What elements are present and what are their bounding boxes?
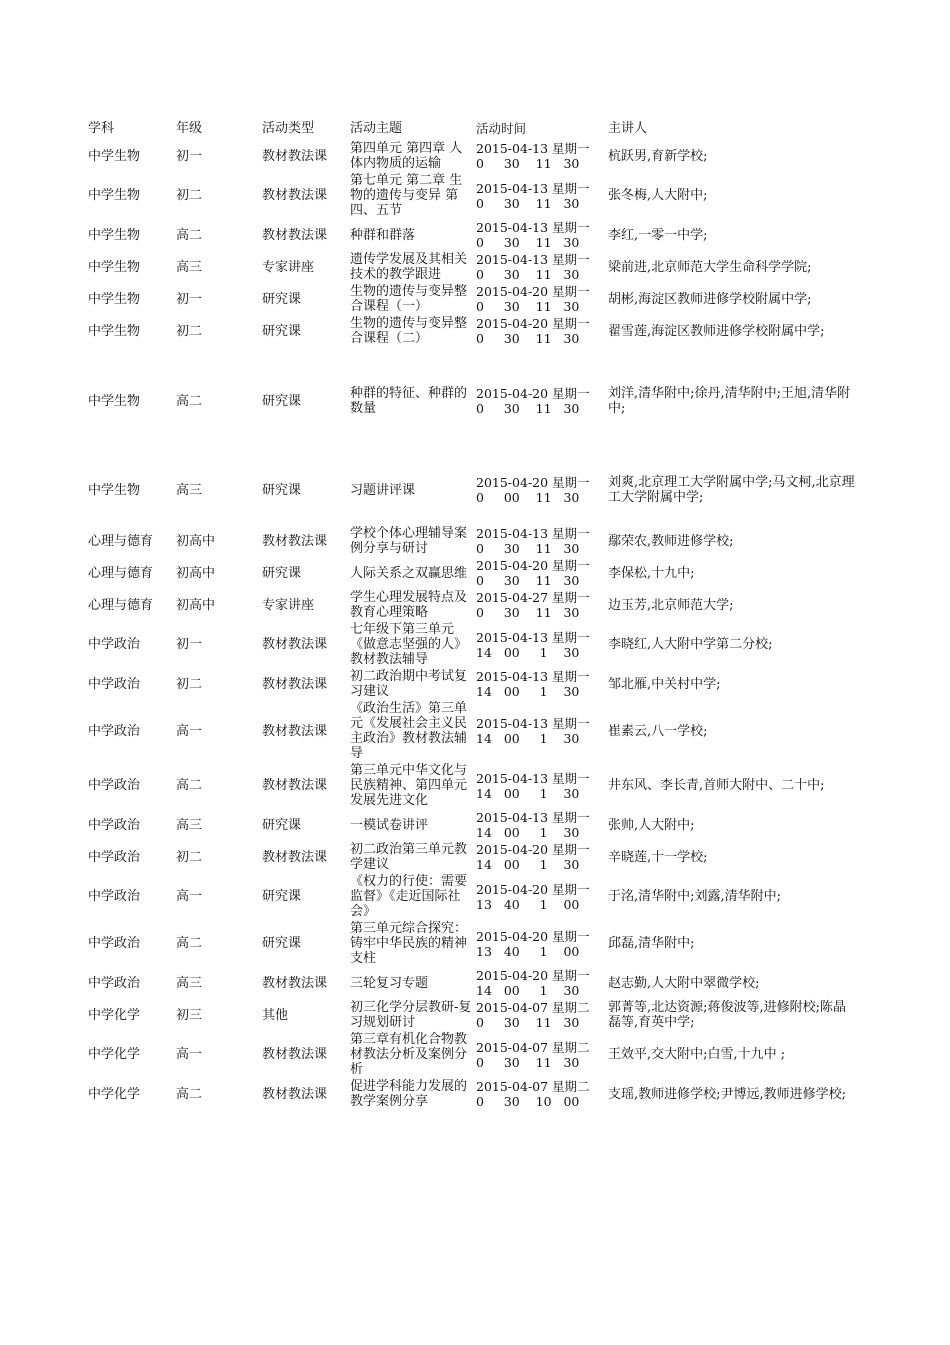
time-clock: 13 40 1 00 bbox=[476, 896, 580, 912]
table-row bbox=[88, 873, 858, 920]
cell-time bbox=[476, 841, 608, 873]
cell-speaker: 井东风、李长青,首师大附中、二十中; bbox=[608, 778, 825, 793]
time-date: 2015-04-13 星期一 bbox=[476, 220, 590, 235]
cell-type: 教材教法课 bbox=[262, 227, 328, 243]
cell-topic: 促进学科能力发展的教学案例分享 bbox=[350, 1079, 468, 1109]
cell-time bbox=[476, 557, 608, 589]
cell-time bbox=[476, 525, 608, 557]
table-row bbox=[88, 809, 858, 841]
cell-time bbox=[476, 1031, 608, 1078]
cell-time bbox=[476, 762, 608, 809]
cell-topic: 学生心理发展特点及教育心理策略 bbox=[350, 590, 468, 620]
cell-topic: 第三单元综合探究：铸牢中华民族的精神支柱 bbox=[350, 921, 468, 966]
cell-topic: 第七单元 第二章 生物的遗传与变异 第四、五节 bbox=[350, 173, 463, 218]
cell-topic: 《政治生活》第三单元《发展社会主义民主政治》教材教法辅导 bbox=[350, 701, 468, 761]
cell-grade: 高一 bbox=[176, 889, 203, 904]
cell-subject: 心理与德育 bbox=[88, 597, 154, 613]
cell-type: 教材教法课 bbox=[262, 676, 328, 692]
table-row bbox=[88, 762, 858, 809]
cell-type: 研究课 bbox=[262, 291, 302, 307]
table-row bbox=[88, 920, 858, 967]
time-date: 2015-04-20 星期一 bbox=[476, 284, 590, 299]
cell-topic: 生物的遗传与变异整合课程（二） bbox=[350, 316, 468, 346]
time-date: 2015-04-13 星期一 bbox=[476, 526, 590, 541]
cell-topic: 遗传学发展及其相关技术的教学跟进 bbox=[350, 252, 468, 282]
cell-subject: 中学化学 bbox=[88, 1047, 141, 1062]
time-date: 2015-04-20 星期一 bbox=[476, 968, 590, 983]
cell-type: 研究课 bbox=[262, 482, 302, 498]
cell-speaker: 刘爽,北京理工大学附属中学;马文柯,北京理工大学附属中学; bbox=[608, 475, 855, 505]
cell-speaker: 杭跃男,育新学校; bbox=[608, 148, 708, 164]
cell-grade: 初二 bbox=[176, 188, 203, 203]
time-clock: 0 30 11 30 bbox=[476, 605, 580, 620]
table-row bbox=[88, 967, 858, 999]
cell-topic: 第三单元中华文化与民族精神、第四单元发展先进文化 bbox=[350, 763, 468, 808]
cell-time bbox=[476, 172, 608, 219]
table-row bbox=[88, 621, 858, 668]
cell-grade: 初二 bbox=[176, 323, 203, 339]
activity-table bbox=[88, 120, 858, 1110]
cell-grade: 初高中 bbox=[176, 597, 216, 613]
cell-subject: 中学政治 bbox=[88, 817, 141, 833]
table-row bbox=[88, 455, 858, 525]
cell-subject: 中学政治 bbox=[88, 676, 141, 692]
cell-subject: 中学生物 bbox=[88, 291, 141, 307]
table-body bbox=[88, 140, 858, 1110]
cell-type: 研究课 bbox=[262, 936, 302, 951]
cell-topic: 人际关系之双赢思维 bbox=[350, 565, 468, 581]
cell-type: 教材教法课 bbox=[262, 849, 328, 865]
table-row bbox=[88, 140, 858, 172]
cell-subject: 中学政治 bbox=[88, 637, 141, 652]
cell-topic: 三轮复习专题 bbox=[350, 975, 429, 991]
time-clock: 0 30 11 30 bbox=[476, 1015, 580, 1030]
time-clock: 0 30 11 30 bbox=[476, 267, 580, 282]
cell-speaker: 刘洋,清华附中;徐丹,清华附中;王旭,清华附中; bbox=[608, 386, 851, 416]
cell-time bbox=[476, 621, 608, 668]
time-date: 2015-04-13 星期一 bbox=[476, 180, 590, 196]
cell-speaker: 支瑶,教师进修学校;尹博远,教师进修学校; bbox=[608, 1086, 847, 1102]
cell-time bbox=[476, 140, 608, 172]
cell-speaker: 李红,一零一中学; bbox=[608, 227, 708, 243]
cell-type: 教材教法课 bbox=[262, 188, 328, 203]
time-date: 2015-04-07 星期二 bbox=[476, 1000, 590, 1015]
cell-subject: 中学政治 bbox=[88, 723, 141, 739]
cell-subject: 中学生物 bbox=[88, 227, 141, 243]
cell-grade: 高三 bbox=[176, 975, 203, 991]
time-date: 2015-04-13 星期一 bbox=[476, 810, 590, 825]
cell-grade: 高一 bbox=[176, 723, 203, 739]
cell-subject: 中学政治 bbox=[88, 778, 141, 793]
table-row bbox=[88, 1031, 858, 1078]
cell-time bbox=[476, 455, 608, 525]
cell-time bbox=[476, 999, 608, 1031]
cell-subject: 中学生物 bbox=[88, 393, 141, 409]
cell-topic: 种群的特征、种群的数量 bbox=[350, 386, 468, 416]
header-subject: 学科 bbox=[88, 121, 115, 136]
table-header-row bbox=[88, 120, 858, 140]
cell-grade: 初高中 bbox=[176, 565, 216, 581]
time-clock: 0 30 11 30 bbox=[476, 299, 580, 314]
time-date: 2015-04-13 星期一 bbox=[476, 141, 590, 156]
cell-speaker: 胡彬,海淀区教师进修学校附属中学; bbox=[608, 291, 812, 307]
cell-speaker: 郭菁等,北达资源;蒋俊波等,进修附校;陈晶磊等,育英中学; bbox=[608, 1000, 847, 1030]
cell-speaker: 边玉芳,北京师范大学; bbox=[608, 597, 734, 613]
cell-type: 教材教法课 bbox=[262, 975, 328, 991]
table-row bbox=[88, 999, 858, 1031]
time-clock: 14 00 1 30 bbox=[476, 644, 580, 660]
time-clock: 0 30 11 30 bbox=[476, 156, 580, 171]
cell-topic: 习题讲评课 bbox=[350, 482, 416, 498]
cell-speaker: 李保松,十九中; bbox=[608, 565, 695, 581]
cell-subject: 中学政治 bbox=[88, 936, 141, 951]
cell-topic: 初二政治第三单元教学建议 bbox=[350, 842, 468, 872]
time-date: 2015-04-13 星期一 bbox=[476, 252, 590, 267]
time-date: 2015-04-20 星期一 bbox=[476, 928, 590, 944]
time-date: 2015-04-20 星期一 bbox=[476, 475, 590, 490]
cell-time bbox=[476, 1078, 608, 1110]
time-clock: 0 30 11 30 bbox=[476, 541, 580, 556]
cell-topic: 初二政治期中考试复习建议 bbox=[350, 669, 468, 699]
cell-subject: 中学化学 bbox=[88, 1007, 141, 1023]
time-date: 2015-04-20 星期一 bbox=[476, 558, 590, 573]
time-date: 2015-04-13 星期一 bbox=[476, 716, 590, 731]
cell-time bbox=[476, 920, 608, 967]
cell-speaker: 于洺,清华附中;刘露,清华附中; bbox=[608, 889, 782, 904]
time-date: 2015-04-07 星期二 bbox=[476, 1079, 590, 1094]
cell-topic: 初三化学分层教研-复习规划研讨 bbox=[350, 1000, 472, 1030]
cell-grade: 高二 bbox=[176, 227, 203, 243]
table-row bbox=[88, 315, 858, 347]
cell-topic: 一模试卷讲评 bbox=[350, 817, 429, 833]
cell-subject: 中学生物 bbox=[88, 188, 141, 203]
time-clock: 14 00 1 30 bbox=[476, 857, 580, 872]
cell-grade: 高三 bbox=[176, 817, 203, 833]
cell-subject: 中学政治 bbox=[88, 889, 141, 904]
cell-subject: 中学政治 bbox=[88, 849, 141, 865]
time-date: 2015-04-07 星期二 bbox=[476, 1039, 590, 1055]
cell-speaker: 鄢荣农,教师进修学校; bbox=[608, 533, 734, 549]
cell-speaker: 梁前进,北京师范大学生命科学学院; bbox=[608, 259, 812, 275]
activity-schedule-sheet bbox=[88, 120, 878, 1110]
cell-topic: 《权力的行使：需要监督》《走近国际社会》 bbox=[350, 874, 468, 919]
cell-speaker: 李晓红,人大附中学第二分校; bbox=[608, 637, 773, 652]
cell-grade: 初二 bbox=[176, 676, 203, 692]
cell-grade: 初三 bbox=[176, 1007, 203, 1023]
header-time: 活动时间 bbox=[476, 121, 527, 136]
cell-time bbox=[476, 668, 608, 700]
cell-type: 教材教法课 bbox=[262, 533, 328, 549]
cell-type: 教材教法课 bbox=[262, 723, 328, 739]
cell-type: 研究课 bbox=[262, 393, 302, 409]
cell-time bbox=[476, 809, 608, 841]
cell-type: 教材教法课 bbox=[262, 1047, 328, 1062]
cell-topic: 第三章有机化合物教材教法分析及案例分析 bbox=[350, 1032, 468, 1077]
cell-type: 研究课 bbox=[262, 323, 302, 339]
table-row bbox=[88, 283, 858, 315]
header-type: 活动类型 bbox=[262, 121, 315, 136]
cell-time bbox=[476, 219, 608, 251]
cell-time bbox=[476, 589, 608, 621]
cell-type: 研究课 bbox=[262, 889, 302, 904]
table-row bbox=[88, 668, 858, 700]
table-row bbox=[88, 251, 858, 283]
time-clock: 0 00 11 30 bbox=[476, 490, 580, 505]
cell-grade: 初高中 bbox=[176, 533, 216, 549]
cell-grade: 初一 bbox=[176, 148, 203, 164]
table-row bbox=[88, 700, 858, 762]
time-date: 2015-04-13 星期一 bbox=[476, 770, 590, 786]
time-clock: 0 30 11 30 bbox=[476, 331, 580, 346]
time-date: 2015-04-27 星期一 bbox=[476, 590, 590, 605]
cell-grade: 高二 bbox=[176, 1086, 203, 1102]
cell-speaker: 邹北雁,中关村中学; bbox=[608, 676, 721, 692]
cell-grade: 高二 bbox=[176, 778, 203, 793]
time-date: 2015-04-20 星期一 bbox=[476, 842, 590, 857]
table-row bbox=[88, 589, 858, 621]
cell-type: 教材教法课 bbox=[262, 1086, 328, 1102]
cell-grade: 高三 bbox=[176, 482, 203, 498]
cell-type: 其他 bbox=[262, 1007, 289, 1023]
cell-type: 教材教法课 bbox=[262, 148, 328, 164]
header-speaker: 主讲人 bbox=[608, 121, 648, 136]
time-date: 2015-04-20 星期一 bbox=[476, 386, 590, 401]
cell-speaker: 翟雪莲,海淀区教师进修学校附属中学; bbox=[608, 323, 825, 339]
cell-subject: 中学生物 bbox=[88, 482, 141, 498]
table-row bbox=[88, 557, 858, 589]
time-clock: 0 30 10 00 bbox=[476, 1094, 580, 1109]
cell-subject: 心理与德育 bbox=[88, 533, 154, 549]
cell-speaker: 辛晓莲,十一学校; bbox=[608, 849, 708, 865]
time-date: 2015-04-20 星期一 bbox=[476, 881, 590, 897]
table-row bbox=[88, 525, 858, 557]
cell-time bbox=[476, 873, 608, 920]
cell-speaker: 邱磊,清华附中; bbox=[608, 936, 695, 951]
cell-grade: 高二 bbox=[176, 936, 203, 951]
table-row bbox=[88, 172, 858, 219]
cell-grade: 初二 bbox=[176, 849, 203, 865]
table-row bbox=[88, 219, 858, 251]
cell-topic: 种群和群落 bbox=[350, 227, 416, 243]
cell-speaker: 崔素云,八一学校; bbox=[608, 723, 708, 739]
cell-subject: 中学政治 bbox=[88, 975, 141, 991]
time-clock: 14 00 1 30 bbox=[476, 825, 580, 840]
cell-subject: 中学化学 bbox=[88, 1086, 141, 1102]
table-row bbox=[88, 841, 858, 873]
time-clock: 14 00 1 30 bbox=[476, 684, 580, 699]
cell-subject: 中学生物 bbox=[88, 323, 141, 339]
cell-speaker: 赵志勤,人大附中翠微学校; bbox=[608, 975, 760, 991]
time-clock: 0 30 11 30 bbox=[476, 1054, 580, 1070]
cell-topic: 第四单元 第四章 人体内物质的运输 bbox=[350, 141, 463, 171]
cell-grade: 初一 bbox=[176, 637, 203, 652]
cell-topic: 生物的遗传与变异整合课程（一） bbox=[350, 284, 468, 314]
cell-time bbox=[476, 283, 608, 315]
time-clock: 14 00 1 30 bbox=[476, 731, 580, 746]
cell-subject: 中学生物 bbox=[88, 148, 141, 164]
cell-type: 专家讲座 bbox=[262, 597, 315, 613]
cell-speaker: 张冬梅,人大附中; bbox=[608, 188, 708, 203]
cell-type: 专家讲座 bbox=[262, 259, 315, 275]
header-grade: 年级 bbox=[176, 121, 203, 136]
cell-speaker: 张帅,人大附中; bbox=[608, 817, 695, 833]
cell-time bbox=[476, 347, 608, 455]
cell-grade: 高二 bbox=[176, 393, 203, 409]
cell-grade: 初一 bbox=[176, 291, 203, 307]
header-topic: 活动主题 bbox=[350, 121, 403, 136]
cell-grade: 高一 bbox=[176, 1047, 203, 1062]
table-row bbox=[88, 1078, 858, 1110]
cell-time bbox=[476, 700, 608, 762]
cell-type: 教材教法课 bbox=[262, 637, 328, 652]
cell-time bbox=[476, 315, 608, 347]
cell-type: 教材教法课 bbox=[262, 778, 328, 793]
cell-subject: 心理与德育 bbox=[88, 565, 154, 581]
time-clock: 0 30 11 30 bbox=[476, 401, 580, 416]
time-date: 2015-04-13 星期一 bbox=[476, 669, 590, 684]
cell-time bbox=[476, 251, 608, 283]
cell-time bbox=[476, 967, 608, 999]
time-clock: 0 30 11 30 bbox=[476, 573, 580, 588]
cell-grade: 高三 bbox=[176, 259, 203, 275]
cell-type: 研究课 bbox=[262, 565, 302, 581]
cell-topic: 学校个体心理辅导案例分享与研讨 bbox=[350, 526, 468, 556]
cell-subject: 中学生物 bbox=[88, 259, 141, 275]
cell-speaker: 王效平,交大附中;白雪,十九中 ; bbox=[608, 1047, 786, 1062]
time-clock: 0 30 11 30 bbox=[476, 195, 580, 211]
cell-topic: 七年级下第三单元《做意志坚强的人》教材教法辅导 bbox=[350, 622, 468, 667]
time-clock: 14 00 1 30 bbox=[476, 785, 580, 801]
cell-type: 研究课 bbox=[262, 817, 302, 833]
time-date: 2015-04-13 星期一 bbox=[476, 629, 590, 645]
time-clock: 0 30 11 30 bbox=[476, 235, 580, 250]
time-clock: 14 00 1 30 bbox=[476, 983, 580, 998]
table-row bbox=[88, 347, 858, 455]
time-date: 2015-04-20 星期一 bbox=[476, 316, 590, 331]
time-clock: 13 40 1 00 bbox=[476, 943, 580, 959]
